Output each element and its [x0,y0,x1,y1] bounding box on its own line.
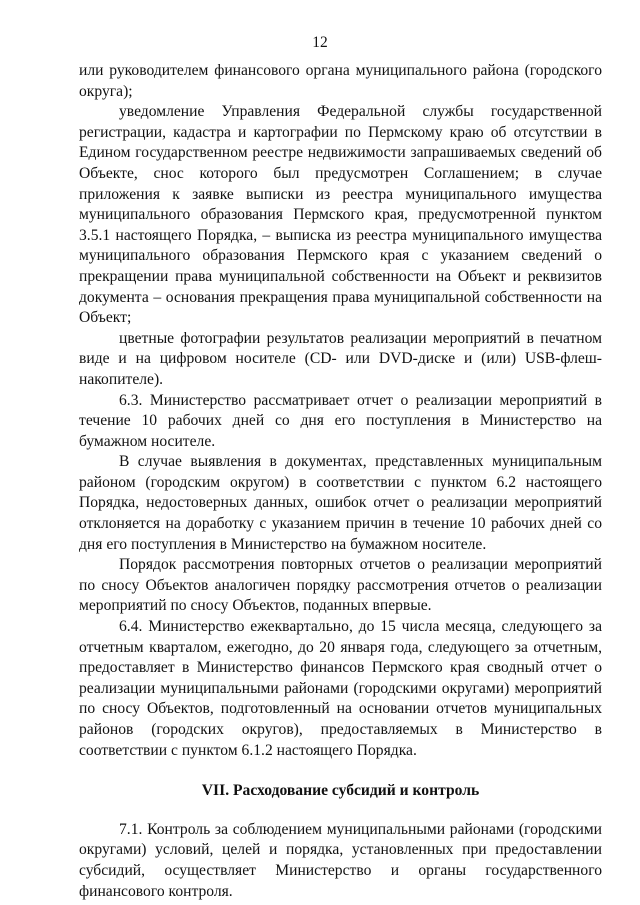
paragraph-repeat-reports: Порядок рассмотрения повторных отчетов о реализации мероприятий по сносу Объектов аналогичен порядку рассмотрения отчетов о реализации мероприятий по сносу Объектов, поданных впервые. [79,556,602,615]
paragraph-continuation: или руководителем финансового органа муниципального района (городского округа); [79,62,602,100]
paragraph-6-3: 6.3. Министерство рассматривает отчет о реализации мероприятий в течение 10 рабочих дней со дня его поступления в Министерство на бумажном носителе. [79,391,602,450]
paragraph-7-1: 7.1. Контроль за соблюдением муниципальными районами (городскими округами) условий, целей и порядка, установленных при предоставлении субсидий, осуществляет Министерство и органы государственного финансового контроля. [79,820,602,900]
page-number: 12 [312,34,328,51]
paragraph-rosreestr-notice: уведомление Управления Федеральной службы государственной регистрации, кадастра и картографии по Пермскому краю об отсутствии в Едином государственном реестре недвижимости запрашиваемых сведений об Объекте, снос которого был предусмотрен Соглашением; в случае приложения к заявке выписки из реестра муниципального имущества муниципального образования Пермского края, предусмотренной пунктом 3.5.1 настоящего Порядка, – выписка из реестра муниципального имущества муниципального образования Пермского края с указанием сведений о прекращении права муниципальной собственности на Объект и реквизитов документа – основания прекращения права муниципальной собственности на Объект; [79,103,602,327]
section-heading: VII. Расходование субсидий и контроль [201,782,480,800]
paragraph-color-photos: цветные фотографии результатов реализации мероприятий в печатном виде и на цифровом носителе (CD- или DVD-диске и (или) USB-флеш-накопителе). [79,329,602,388]
document-body [79,61,602,902]
paragraph-rejection: В случае выявления в документах, представленных муниципальным районом (городским округом) в соответствии с пунктом 6.2 настоящего Порядка, недостоверных данных, ошибок отчет о реализации мероприятий отклоняется на доработку с указанием причин в течение 10 рабочих дней со дня его поступления в Министерство на бумажном носителе. [79,453,602,553]
paragraph-6-4: 6.4. Министерство ежеквартально, до 15 числа месяца, следующего за отчетным кварталом, ежегодно, до 20 января года, следующего за отчетным, предоставляет в Министерство финансов Пермского края сводный отчет о реализации муниципальными районами (городскими округами) мероприятий по сносу Объектов, подготовленный на основании отчетов муниципальных районов (городских округов), предоставляемых в Министерство в соответствии с пунктом 6.1.2 настоящего Порядка. [79,618,602,759]
